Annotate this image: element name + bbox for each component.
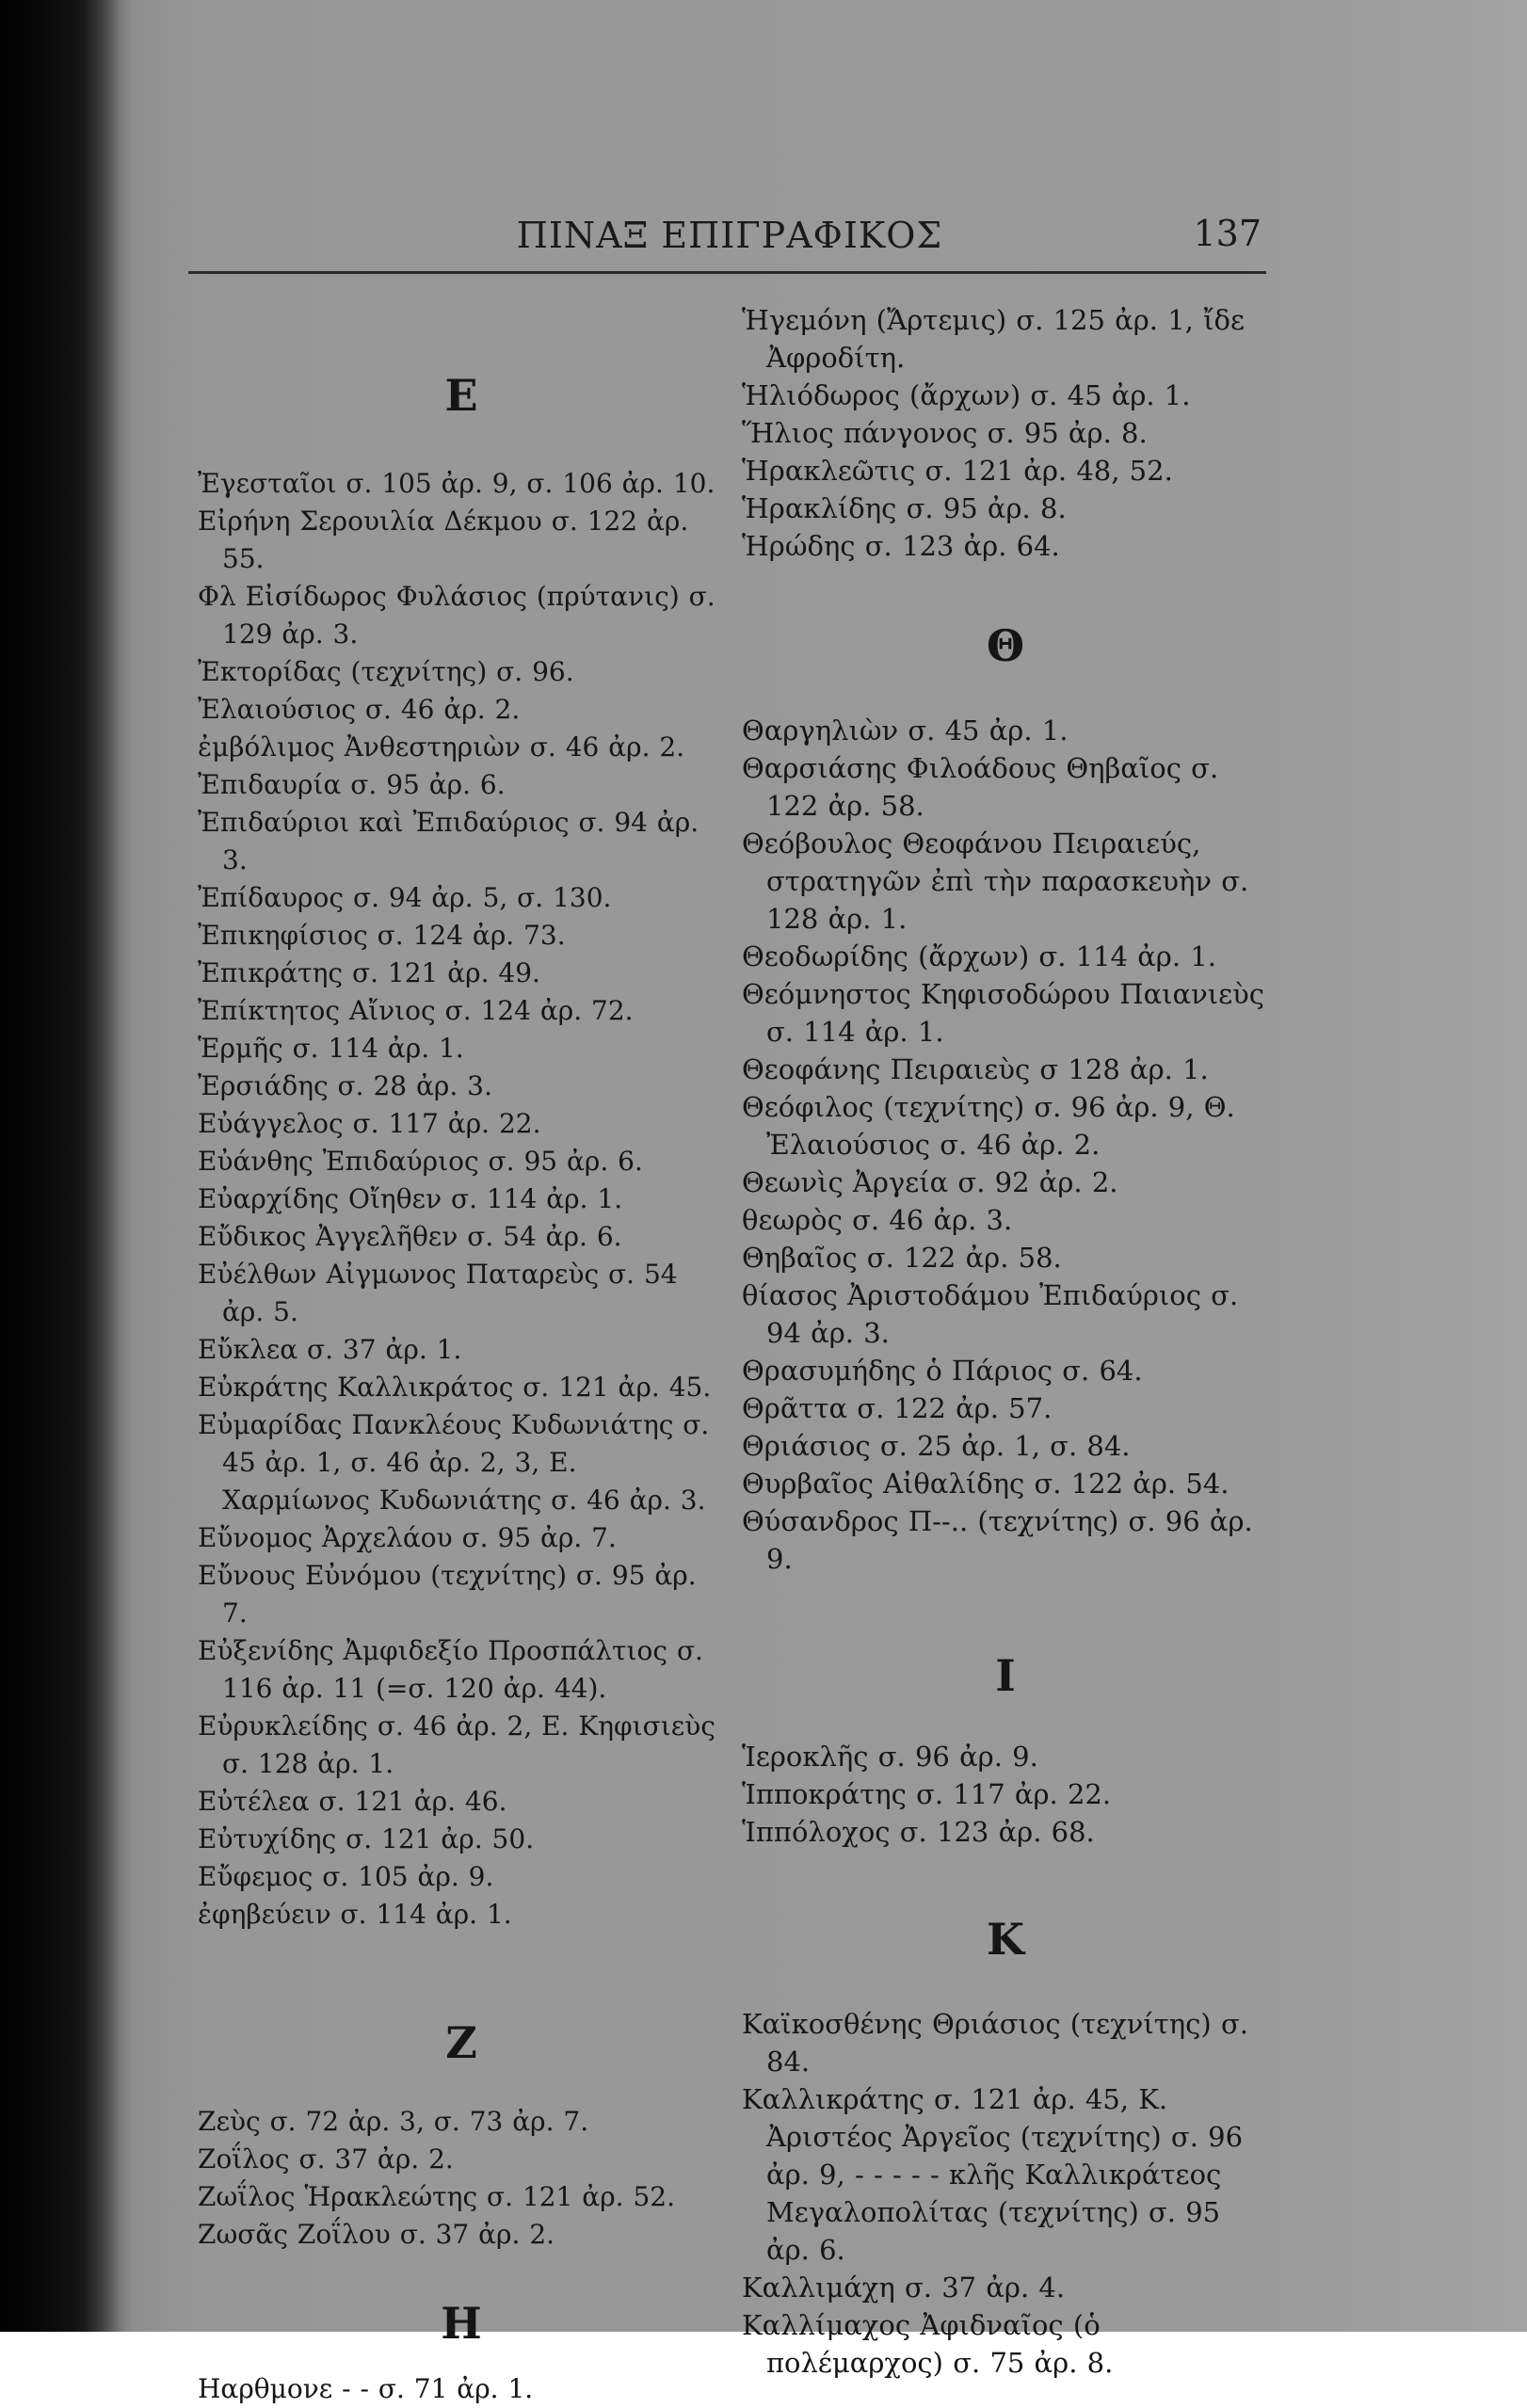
section-letter-theta: Θ: [986, 620, 1025, 671]
section-letter-iota: Ι: [995, 1650, 1016, 1701]
index-entry: Θυρβαῖος Αἰθαλίδης σ. 122 ἀρ. 54.: [742, 1468, 1230, 1500]
index-entry: Θριάσιος σ. 25 ἀρ. 1, σ. 84.: [742, 1430, 1131, 1462]
section-eta-entries: [198, 2370, 725, 2408]
left-column: [198, 301, 725, 2408]
index-entry: Ζωΐλος Ἡρακλεώτης σ. 121 ἀρ. 52.: [198, 2181, 675, 2212]
index-entry: Ἥλιος πάνγονος σ. 95 ἀρ. 8.: [742, 417, 1148, 449]
index-entry: Εὔνους Εὐνόμου (τεχνίτης) σ. 95 ἀρ. 7.: [198, 1560, 697, 1629]
index-entry: Εὐαρχίδης Οἴηθεν σ. 114 ἀρ. 1.: [198, 1183, 623, 1214]
index-entry: Ζοΐλος σ. 37 ἀρ. 2.: [198, 2143, 454, 2175]
index-entry: Ἐπικηφίσιος σ. 124 ἀρ. 73.: [198, 920, 566, 951]
section-zeta-entries: [198, 2103, 725, 2254]
running-head: [198, 209, 1262, 265]
index-entry: Θαρσιάσης Φιλοάδους Θηβαῖος σ. 122 ἀρ. 58.: [742, 752, 1219, 822]
index-entry: Εὐέλθων Αἰγμωνος Παταρεὺς σ. 54 ἀρ. 5.: [198, 1259, 678, 1327]
index-entry: Εὐάνθης Ἐπιδαύριος σ. 95 ἀρ. 6.: [198, 1146, 643, 1177]
index-entry: Εὐτυχίδης σ. 121 ἀρ. 50.: [198, 1823, 535, 1854]
index-entry: Θρᾶττα σ. 122 ἀρ. 57.: [742, 1392, 1053, 1424]
index-entry: ἐφηβεύειν σ. 114 ἀρ. 1.: [198, 1899, 512, 1930]
page-number: 137: [1193, 213, 1262, 254]
index-entry: Ἱπποκράτης σ. 117 ἀρ. 22.: [742, 1778, 1112, 1810]
index-entry: Ζεὺς σ. 72 ἀρ. 3, σ. 73 ἀρ. 7.: [198, 2106, 589, 2137]
index-entry: Θεόβουλος Θεοφάνου Πειραιεύς, στρατηγῶν ἐπὶ τὴν παρασκευὴν σ. 128 ἀρ. 1.: [742, 827, 1249, 935]
index-entry: Θεοδωρίδης (ἄρχων) σ. 114 ἀρ. 1.: [742, 940, 1216, 972]
index-entry: Θεωνὶς Ἀργεία σ. 92 ἀρ. 2.: [742, 1166, 1118, 1198]
section-eta-continued-entries: [742, 301, 1269, 565]
index-entry: Εὐμαρίδας Πανκλέους Κυδωνιάτης σ. 45 ἀρ. 1, σ. 46 ἀρ. 2, 3, Ε. Χαρμίωνος Κυδωνιάτης σ. 46 ἀρ. 3.: [198, 1409, 710, 1516]
index-entry: Καϊκοσθένης Θριάσιος (τεχνίτης) σ. 84.: [742, 2008, 1248, 2078]
index-entry: Εὐρυκλείδης σ. 46 ἀρ. 2, Ε. Κηφισιεὺς σ. 128 ἀρ. 1.: [198, 1710, 715, 1779]
index-entry: Καλλιμάχη σ. 37 ἀρ. 4.: [742, 2272, 1066, 2304]
index-entry: Ἡρακλίδης σ. 95 ἀρ. 8.: [742, 492, 1067, 524]
section-epsilon-entries: [198, 465, 725, 1934]
index-entry: Καλλίμαχος Ἀφιδναῖος (ὁ πολέμαρχος) σ. 75 ἀρ. 8.: [742, 2309, 1114, 2379]
right-column: [742, 301, 1269, 2382]
section-letter-zeta: Ζ: [445, 2017, 477, 2068]
index-entry: Φλ Εἰσίδωρος Φυλάσιος (πρύτανις) σ. 129 ἀρ. 3.: [198, 581, 715, 650]
index-entry: Ἡρώδης σ. 123 ἀρ. 64.: [742, 530, 1060, 562]
index-entry: Εὔδικος Ἀγγελῆθεν σ. 54 ἀρ. 6.: [198, 1221, 622, 1252]
index-entry: Εὐάγγελος σ. 117 ἀρ. 22.: [198, 1108, 541, 1139]
header-rule: [188, 271, 1266, 274]
index-entry: θεωρὸς σ. 46 ἀρ. 3.: [742, 1204, 1013, 1236]
running-title: ΠΙΝΑΞ ΕΠΙΓΡΑΦΙΚΟΣ: [516, 215, 943, 256]
index-entry: Εὔφεμος σ. 105 ἀρ. 9.: [198, 1861, 494, 1892]
index-entry: Θεοφάνης Πειραιεὺς σ 128 ἀρ. 1.: [742, 1053, 1209, 1085]
index-entry: Θύσανδρος Π--.. (τεχνίτης) σ. 96 ἀρ. 9.: [742, 1505, 1253, 1575]
index-entry: Ἐγεσταῖοι σ. 105 ἀρ. 9, σ. 106 ἀρ. 10.: [198, 468, 715, 499]
index-entry: Θεόμνηστος Κηφισοδώρου Παιανιεὺς σ. 114 ἀρ. 1.: [742, 978, 1265, 1048]
index-entry: Εἰρήνη Σερουιλία Δέκμου σ. 122 ἀρ. 55.: [198, 506, 689, 574]
index-entry: Ἡγεμόνη (Ἄρτεμις) σ. 125 ἀρ. 1, ἴδε Ἀφροδίτη.: [742, 304, 1245, 374]
section-theta-entries: [742, 712, 1269, 1578]
index-entry: Ἐπιδαύριοι καὶ Ἐπιδαύριος σ. 94 ἀρ. 3.: [198, 807, 699, 875]
index-entry: Ἡλιόδωρος (ἄρχων) σ. 45 ἀρ. 1.: [742, 379, 1191, 411]
index-entry: Θαργηλιὼν σ. 45 ἀρ. 1.: [742, 714, 1069, 746]
index-entry: Ἑρμῆς σ. 114 ἀρ. 1.: [198, 1033, 464, 1064]
index-entry: Εὔκλεα σ. 37 ἀρ. 1.: [198, 1334, 462, 1365]
index-entry: Ἐπιδαυρία σ. 95 ἀρ. 6.: [198, 769, 506, 800]
index-entry: Ἡρακλεῶτις σ. 121 ἀρ. 48, 52.: [742, 455, 1173, 487]
section-kappa-entries: [742, 2005, 1269, 2382]
section-letter-kappa: Κ: [987, 1914, 1024, 1965]
index-entry: Ἐπίδαυρος σ. 94 ἀρ. 5, σ. 130.: [198, 882, 612, 913]
index-entry: Θηβαῖος σ. 122 ἀρ. 58.: [742, 1242, 1062, 1274]
index-entry: Ἱεροκλῆς σ. 96 ἀρ. 9.: [742, 1741, 1038, 1773]
index-entry: Εὔνομος Ἀρχελάου σ. 95 ἀρ. 7.: [198, 1522, 617, 1553]
index-entry: Ἐρσιάδης σ. 28 ἀρ. 3.: [198, 1070, 492, 1101]
index-entry: Ἐλαιούσιος σ. 46 ἀρ. 2.: [198, 694, 521, 725]
section-letter-eta: Η: [441, 2298, 482, 2349]
index-entry: Καλλικράτης σ. 121 ἀρ. 45, Κ. Ἀριστέος Ἀργεῖος (τεχνίτης) σ. 96 ἀρ. 9, - - - - - κλῆς Καλλικράτεος Μεγαλοπολίτας (τεχνίτης) σ. 95 ἀρ. 6.: [742, 2083, 1244, 2266]
index-entry: Ἐπικράτης σ. 121 ἀρ. 49.: [198, 957, 540, 988]
section-iota-entries: [742, 1738, 1269, 1851]
index-entry: Θεόφιλος (τεχνίτης) σ. 96 ἀρ. 9, Θ. Ἐλαιούσιος σ. 46 ἀρ. 2.: [742, 1091, 1235, 1161]
index-entry: Εὐτέλεα σ. 121 ἀρ. 46.: [198, 1786, 507, 1817]
index-entry: Θρασυμήδης ὁ Πάριος σ. 64.: [742, 1355, 1143, 1387]
index-entry: Ἐκτορίδας (τεχνίτης) σ. 96.: [198, 656, 574, 687]
index-entry: ἐμβόλιμος Ἀνθεστηριὼν σ. 46 ἀρ. 2.: [198, 731, 685, 763]
index-entry: θίασος Ἀριστοδάμου Ἐπιδαύριος σ. 94 ἀρ. 3.: [742, 1279, 1239, 1349]
index-entry: Ἱππόλοχος σ. 123 ἀρ. 68.: [742, 1816, 1095, 1848]
index-entry: Εὐξενίδης Ἀμφιδεξίο Προσπάλτιος σ. 116 ἀρ. 11 (=σ. 120 ἀρ. 44).: [198, 1635, 703, 1704]
index-entry: Εὐκράτης Καλλικράτος σ. 121 ἀρ. 45.: [198, 1372, 712, 1403]
index-entry: Ἐπίκτητος Αἴνιος σ. 124 ἀρ. 72.: [198, 995, 634, 1026]
index-entry: Ζωσᾶς Ζοΐλου σ. 37 ἀρ. 2.: [198, 2219, 555, 2250]
index-entry: Ηαρθμονε - - σ. 71 ἀρ. 1.: [198, 2373, 534, 2404]
section-letter-epsilon: Ε: [444, 370, 478, 421]
